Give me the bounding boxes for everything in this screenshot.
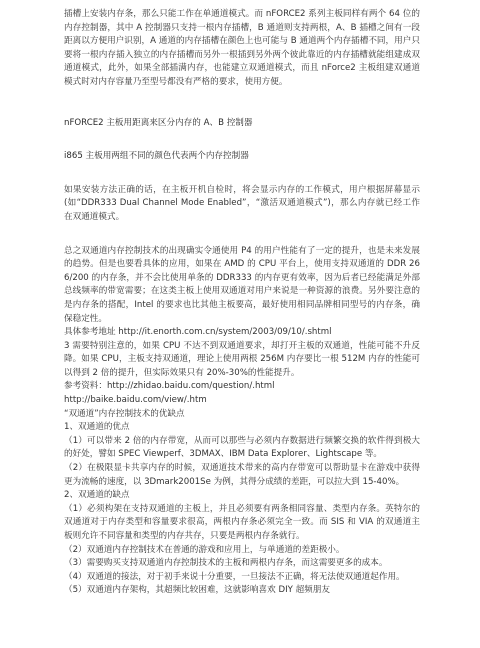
con-item-4: （4）双通道的接法，对于初手来说十分重要，一旦接法不正确，将无法使双通道起作用。: [64, 571, 405, 582]
cons-heading: 2、双通道的缺点: [64, 490, 130, 501]
pro-item-1: （1）可以带来 2 倍的内存带宽，从而可以那些与必须内存数据进行频繁交换的软件得到极大的好处，譬如 SPEC Viewperf、3DMAX、IBM Data Explorer、Lightscape 等。: [64, 435, 420, 460]
note-paragraph-3: 3 需要特别注意的，如果 CPU 不达不到双通道要求，却打开主板的双通道，性能可能不升反降。如果 CPU，主板支持双通道，理论上使用两根 256M 内存要比一根 512M 内存的性能可以得到 2 倍的提升，但实际效果只有 20%-30%的性能提升。: [64, 340, 420, 378]
con-item-1: （1）必须构架在支持双通道的主板上，并且必须要有两条相同容量、类型内存条。英特尔的双通道对于内存类型和容量要求很高，两根内存条必须完全一致。而 SIS 和 VIA 的双通道主板则允许不同容量和类型的内存共存，只要是两根内存条就行。: [64, 503, 420, 541]
intro-paragraph: 插槽上安装内存条，那么只能工作在单通道模式。而 nFORCE2 系列主板同样有两个 64 位的内存控制器，其中 A 控制器只支持一根内存插槽，B 通道则支持两根，A、B 插槽之间有一段距离以方便用户识别，A 通道的内存插槽在颜色上也可能与 B 通道两个内存插槽不同，用户只要将一根内存插入独立的内存插槽而另外一根插到另外两个彼此靠近的内存插槽就能组建成双通道模式，此外，如果全部插满内存，也能建立双通道模式，而且 nForce2 主板组建双通道模式时对内存容量乃至型号都没有严格的要求，使用方便。: [64, 9, 420, 87]
pro-item-2: （2）在极限显卡共享内存的时候，双通道技术带来的高内存带宽可以帮助显卡在游戏中获得更为流畅的速度，以 3Dmark2001Se 为例，其得分成绩的差距，可以拉大到 15-40%。: [64, 463, 420, 487]
figure-caption-i865: i865 主板用两组不同的颜色代表两个内存控制器: [64, 151, 249, 162]
document-page: [64, 8, 420, 598]
reference-link-1: 具体参考地址 http://it.enorth.com.cn/system/2003/09/10/.shtml: [64, 327, 332, 338]
reference-link-3: http://baike.baidu.com/view/.htm: [64, 395, 207, 406]
con-item-5: （5）双通道内存架构，其超频比较困难，这就影响喜欢 DIY 超频朋友: [64, 585, 330, 596]
pros-heading: 1、双通道的优点: [64, 422, 130, 433]
con-item-2: （2）双通道内存控制技术在普通的游戏和应用上，与单通道的差距极小。: [64, 544, 345, 555]
summary-paragraph: 总之双通道内存控制技术的出现确实令通使用 P4 的用户性能有了一定的提升，也是未来发展的趋势。但是也要看具体的应用，如果在 AMD 的 CPU 平台上，使用支持双通道的 DDR 266/200 的内存条，并不会比使用单条的 DDR333 的内存更有效率，因为后者已经能满足外部总线频率的带宽需要；在这类主板上使用双通道对用户来说是一种资源的浪费。另外要注意的是内存条的搭配，Intel 的要求也比其他主板要高，最好使用相同品牌相同型号的内存条，确保稳定性。: [64, 245, 420, 324]
pros-cons-title: “双通道”内存控制技术的优缺点: [64, 408, 185, 419]
reference-link-2: 参考资料：http://zhidao.baidu.com/question/.html: [64, 381, 275, 392]
con-item-3: （3）需要购买支持双通道内存控制技术的主板和两根内存条，而这需要更多的成本。: [64, 558, 388, 569]
setup-paragraph: 如果安装方法正确的话，在主板开机自检时，将会显示内存的工作模式，用户根据屏幕显示(如“DDR333 Dual Channel Mode Enabled”，“激活双通道模式”)，那么内存就已经工作在双通道模式。: [64, 184, 420, 222]
figure-caption-nforce2: nFORCE2 主板用距离来区分内存的 A、B 控制器: [64, 117, 253, 128]
